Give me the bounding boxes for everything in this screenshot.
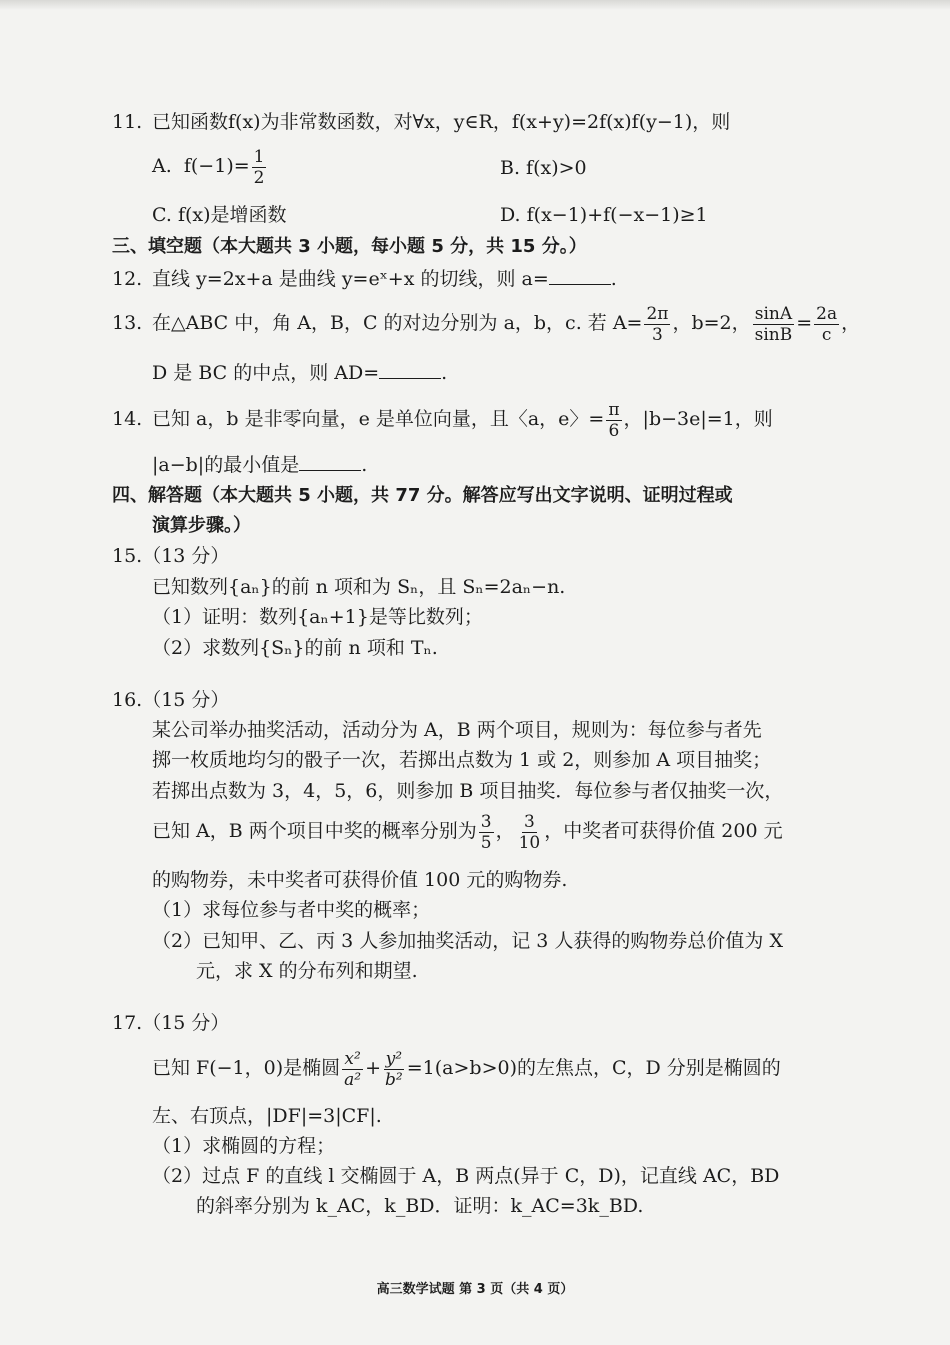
q16-part2-cont: 元，求 X 的分布列和期望. xyxy=(196,960,418,982)
q15-part1: （1）证明：数列{aₙ+1}是等比数列； xyxy=(152,606,483,628)
q16-line1: 某公司举办抽奖活动，活动分为 A，B 两个项目，规则为：每位参与者先 xyxy=(152,719,762,741)
scan-top-edge xyxy=(0,0,950,10)
q17-line2: 左、右顶点，|DF|=3|CF|. xyxy=(152,1105,382,1127)
section-3-heading: 三、填空题（本大题共 3 小题，每小题 5 分，共 15 分。） xyxy=(112,236,587,257)
q14-line1: 14. 已知 a，b 是非零向量，e 是单位向量，且〈a，e〉= $\frac{\pi}{6}$ ，|b−3e|=1，则 xyxy=(112,399,773,441)
q17-part1: （1）求椭圆的方程； xyxy=(152,1135,336,1157)
q15-part2: （2）求数列{Sₙ}的前 n 项和 Tₙ. xyxy=(152,637,438,659)
fraction: $\frac{\text{x²}}{\text{a²}}$ xyxy=(344,1048,362,1090)
fraction: $\frac{2a}{c}$ xyxy=(816,303,838,345)
q15-heading: 15.（13 分） xyxy=(112,545,230,567)
q11-number: 11. xyxy=(112,111,143,133)
q17-heading: 17.（15 分） xyxy=(112,1012,230,1034)
q11-option-b: B. f(x)>0 xyxy=(500,157,587,179)
q11-stem xyxy=(112,110,730,134)
fraction: $\frac{2\pi}{3}$ xyxy=(646,303,669,345)
q13-line2: D 是 BC 的中点，则 AD= . xyxy=(152,362,448,384)
q15-stem: 已知数列{aₙ}的前 n 项和为 Sₙ，且 Sₙ=2aₙ−n. xyxy=(152,576,566,598)
fraction: $\frac{3}{10}$ xyxy=(518,811,541,853)
q13-line1: 13. 在△ABC 中，角 A，B，C 的对边分别为 a，b，c. 若 A= $\frac{2\pi}{3}$ ，b=2， $\frac{\sin A}{\sin B}$ = $\frac{2a}{c}$ ， xyxy=(112,303,861,345)
q17-part2-cont: 的斜率分别为 k_AC，k_BD．证明：k_AC=3k_BD. xyxy=(196,1195,644,1217)
q11-text: 已知函数f(x)为非常数函数，对∀x，y∈R，f(x+y)=2f(x)f(y−1)，则 xyxy=(152,111,731,133)
answer-blank[interactable] xyxy=(549,266,611,285)
q16-line5: 的购物券，未中奖者可获得价值 100 元的购物券. xyxy=(152,869,568,891)
section-4-heading-cont: 演算步骤。） xyxy=(152,515,251,536)
fraction: $\frac{\pi}{6}$ xyxy=(608,399,620,441)
q16-heading: 16.（15 分） xyxy=(112,689,230,711)
fraction: $\frac{3}{5}$ xyxy=(480,811,492,853)
q11-option-a: A. f(−1)= $\frac{1}{2}$ xyxy=(152,146,265,188)
q11-option-d: D. f(x−1)+f(−x−1)≥1 xyxy=(500,204,708,226)
fraction: $\frac{1}{2}$ xyxy=(253,146,265,188)
q16-part2: （2）已知甲、乙、丙 3 人参加抽奖活动，记 3 人获得的购物券总价值为 X xyxy=(152,930,783,952)
fraction: $\frac{\text{y²}}{\text{b²}}$ xyxy=(385,1048,403,1090)
answer-blank[interactable] xyxy=(379,360,441,379)
q17-part2: （2）过点 F 的直线 l 交椭圆于 A，B 两点(异于 C，D)，记直线 AC，BD xyxy=(152,1165,780,1187)
q16-line4: 已知 A，B 两个项目中奖的概率分别为 $\frac{3}{5}$ ， $\frac{3}{10}$ ，中奖者可获得价值 200 元 xyxy=(152,811,783,853)
section-4-heading: 四、解答题（本大题共 5 小题，共 77 分。解答应写出文字说明、证明过程或 xyxy=(112,485,733,506)
fraction: $\frac{\sin A}{\sin B}$ xyxy=(754,303,793,345)
answer-blank[interactable] xyxy=(299,452,361,471)
page-footer: 高三数学试题 第 3 页（共 4 页） xyxy=(376,1282,574,1297)
q14-line2: |a−b|的最小值是 . xyxy=(152,454,368,476)
q16-line3: 若掷出点数为 3，4，5，6，则参加 B 项目抽奖．每位参与者仅抽奖一次， xyxy=(152,780,784,802)
q16-part1: （1）求每位参与者中奖的概率； xyxy=(152,899,431,921)
q11-option-c: C. f(x)是增函数 xyxy=(152,204,287,226)
q17-line1: 已知 F(−1，0)是椭圆 $\frac{\text{x²}}{\text{a²}}$ + $\frac{\text{y²}}{\text{b²}}$ =1(a>b>0)的左焦点，C，D 分别是椭圆的 xyxy=(152,1048,781,1090)
q12: 12. 直线 y=2x+a 是曲线 y=eˣ+x 的切线，则 a= . xyxy=(112,268,617,290)
q16-line2: 掷一枚质地均匀的骰子一次，若掷出点数为 1 或 2，则参加 A 项目抽奖； xyxy=(152,749,772,771)
